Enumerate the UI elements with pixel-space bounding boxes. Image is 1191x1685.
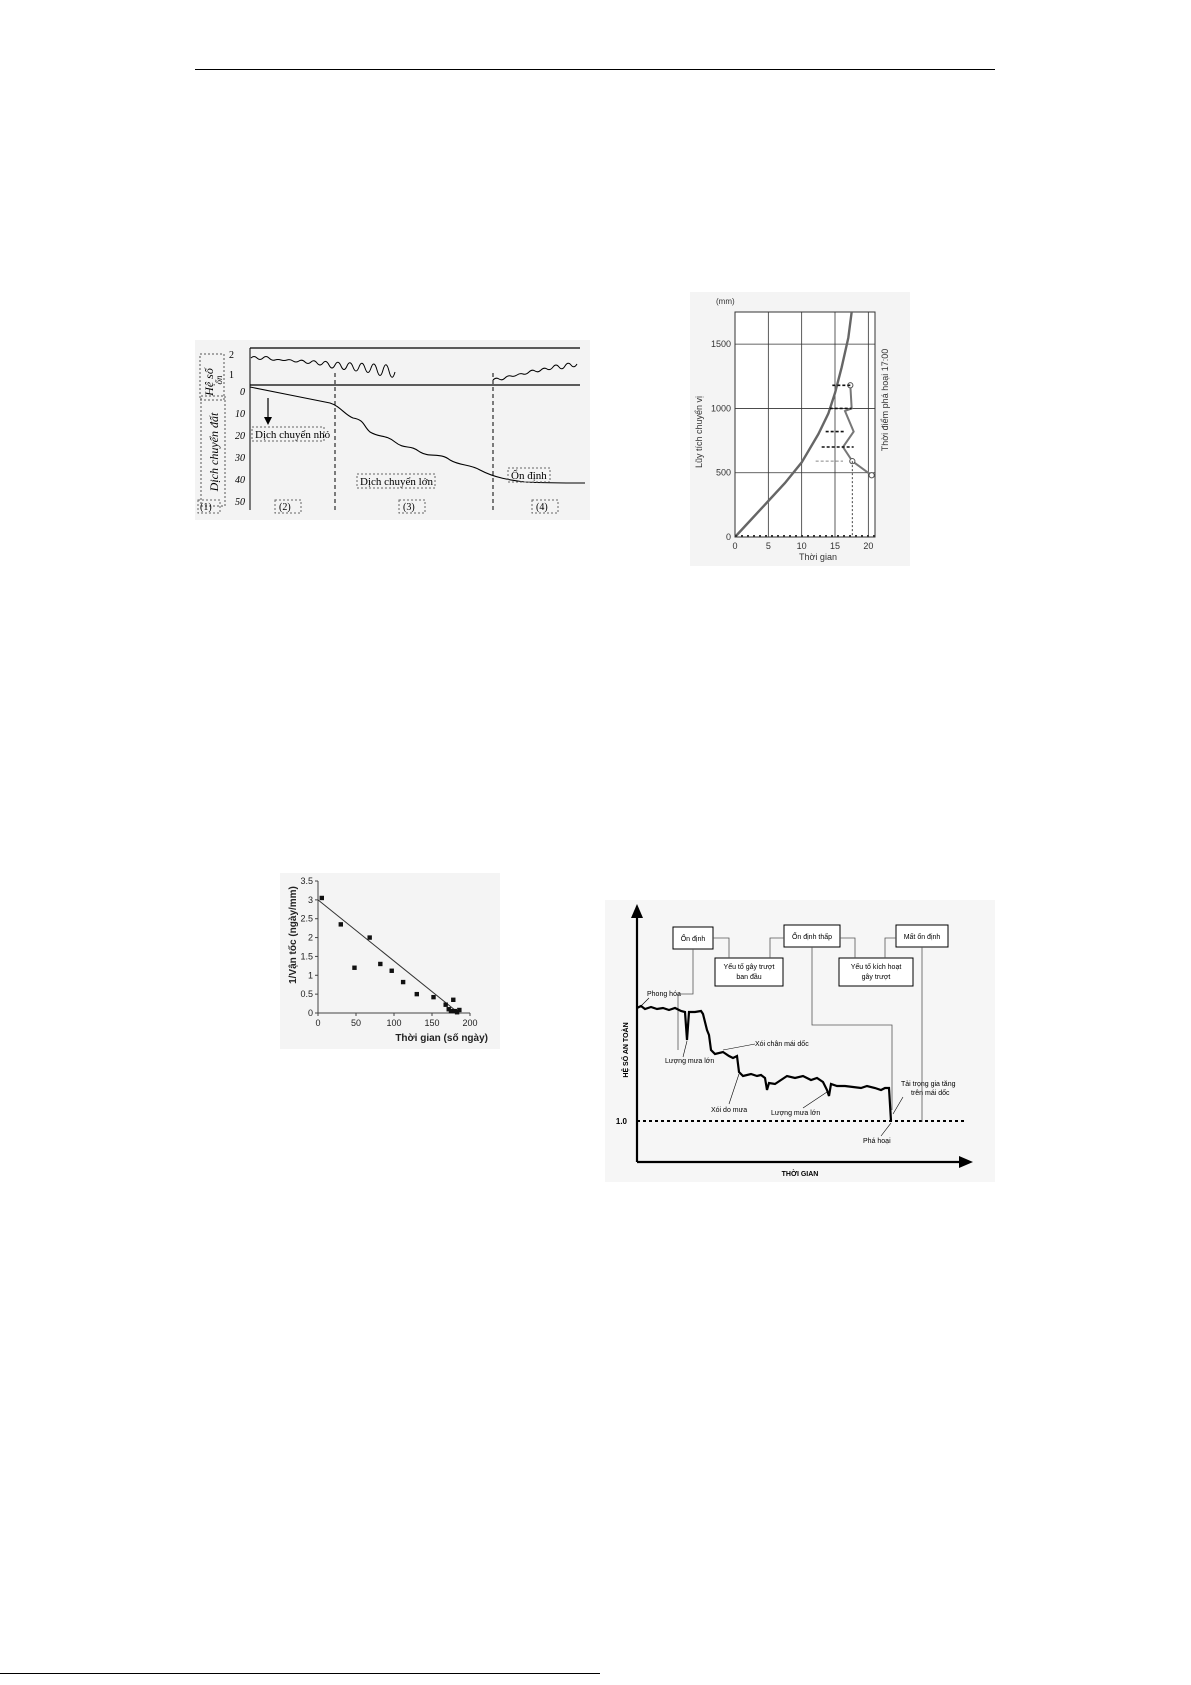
chart3-x-tick: 200 <box>462 1018 478 1028</box>
fig1-top-axis-label: Hệ số <box>202 368 216 396</box>
chart3-point <box>451 998 455 1002</box>
chart4-box-stable: Ổn định <box>680 936 706 943</box>
chart3-y-tick: 2 <box>307 932 313 943</box>
chart2-y-tick: 1000 <box>710 403 731 414</box>
chart3-y-tick: 0 <box>307 1008 313 1018</box>
chart4-box-unstable: Mất ổn định <box>903 934 941 941</box>
chart2-y-tick: 1500 <box>710 339 731 350</box>
chart3-x-label: Thời gian (số ngày) <box>395 1033 488 1044</box>
chart4-annotation-load-2: trên mái dốc <box>911 1090 950 1097</box>
header-rule <box>195 69 995 70</box>
fig1-tick-50: 50 <box>235 497 245 508</box>
fig1-top-axis-label-partial: ổn <box>214 375 224 385</box>
chart3-point <box>401 980 405 984</box>
chart3-point <box>457 1008 461 1012</box>
chart4-annotation-load-1: Tải trọng gia tăng <box>901 1081 956 1088</box>
chart3-point <box>443 1003 447 1007</box>
chart3-point <box>367 935 371 939</box>
chart3-point <box>415 992 419 996</box>
chart2-annotation: Thời điểm phá hoại 17:00 <box>880 348 890 452</box>
chart3-y-tick: 1 <box>307 970 313 981</box>
fig1-stable-label: Ổn định <box>511 470 547 482</box>
fig1-tick-20: 20 <box>235 431 245 442</box>
safety-factor-chart <box>605 900 995 1182</box>
fig1-top-tick-1: 1 <box>229 370 234 381</box>
chart4-box-trigger-l2: gây trượt <box>861 974 891 981</box>
chart3-y-tick: 0.5 <box>300 989 313 1000</box>
chart4-y-tick: 1.0 <box>615 1117 627 1126</box>
chart2-y-label: Lũy tích chuyển vị <box>694 395 704 469</box>
fig1-stage-1: (1) <box>200 502 212 513</box>
chart2-x-tick: 15 <box>829 541 841 551</box>
chart3-point <box>378 962 382 966</box>
inverse-velocity-chart <box>280 873 500 1049</box>
fig1-tick-10: 10 <box>235 409 245 420</box>
chart3-point <box>352 966 356 970</box>
chart4-annotation-failure: Phá hoại <box>863 1138 891 1145</box>
chart3-x-tick: 100 <box>386 1018 402 1028</box>
displacement-stage-figure <box>195 340 590 520</box>
chart2-y-tick: 0 <box>725 532 731 542</box>
chart3-x-tick: 0 <box>315 1018 321 1028</box>
chart4-annotation-heavy-rain: Lượng mưa lớn <box>665 1058 715 1065</box>
fig1-stage-4: (4) <box>536 502 548 513</box>
chart4-y-label: HỆ SỐ AN TOÀN <box>623 1022 630 1078</box>
chart2-x-tick: 20 <box>863 541 874 551</box>
fig1-tick-0: 0 <box>240 387 245 398</box>
chart2-y-unit: (mm) <box>716 297 735 306</box>
chart4-box-initial-factor-l2: ban đầu <box>736 974 762 981</box>
chart3-point <box>449 1009 453 1013</box>
fig1-top-tick-2: 2 <box>229 350 234 361</box>
fig1-small-movement-label: Dịch chuyển nhỏ <box>255 429 331 441</box>
chart4-annotation-rain-erosion: Xói do mưa <box>711 1107 748 1114</box>
chart3-point <box>390 969 394 973</box>
chart3-point <box>339 922 343 926</box>
chart2-x-label: Thời gian <box>799 552 837 562</box>
chart4-annotation-toe-erosion: Xói chân mái dốc <box>755 1041 809 1048</box>
chart3-x-tick: 150 <box>424 1018 440 1028</box>
chart2-x-tick: 0 <box>732 541 738 551</box>
bottom-border-line <box>0 1672 1191 1685</box>
fig1-large-movement-label: Dịch chuyển lớn <box>360 476 434 488</box>
chart3-y-tick: 1.5 <box>300 951 313 962</box>
chart2-plot-area <box>735 312 875 537</box>
fig1-stage-3: (3) <box>403 502 415 513</box>
cumulative-displacement-chart <box>690 292 910 566</box>
chart4-annotation-weathering: Phong hóa <box>647 991 681 998</box>
chart2-x-tick: 5 <box>765 541 771 551</box>
fig1-stage-2: (2) <box>279 502 291 513</box>
chart3-y-tick: 3.5 <box>300 876 313 886</box>
chart4-annotation-heavy-rain-2: Lượng mưa lớn <box>771 1110 821 1117</box>
fig1-tick-40: 40 <box>235 475 245 486</box>
chart3-y-tick: 2.5 <box>300 913 313 924</box>
chart2-x-tick: 10 <box>796 541 807 551</box>
chart4-box-trigger-l1: Yếu tố kích hoạt <box>850 964 902 971</box>
chart3-point <box>431 995 435 999</box>
chart4-box-initial-factor-l1: Yếu tố gây trượt <box>723 964 775 971</box>
chart2-y-tick: 500 <box>715 467 731 478</box>
fig1-left-axis-label: Dịch chuyển đất <box>207 412 221 492</box>
chart3-y-label: 1/Vận tốc (ngày/mm) <box>288 886 299 984</box>
chart3-y-tick: 3 <box>307 894 313 905</box>
chart3-point <box>320 896 324 900</box>
chart3-x-tick: 50 <box>350 1018 362 1028</box>
chart4-box-low-stable: Ổn định thấp <box>791 934 833 941</box>
chart4-x-label: THỜI GIAN <box>781 1171 819 1178</box>
fig1-tick-30: 30 <box>235 453 245 464</box>
chart2-prediction-marker <box>869 473 874 478</box>
